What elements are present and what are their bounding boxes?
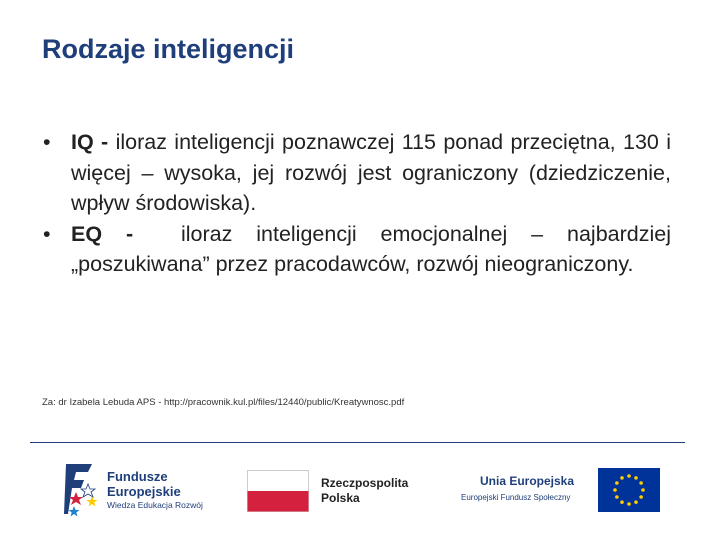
polish-flag-icon <box>247 470 309 512</box>
fe-logo-title <box>107 469 181 499</box>
eu-star <box>634 476 638 480</box>
bullet-term: EQ - <box>71 221 134 246</box>
eu-star <box>615 481 619 485</box>
bullet-list <box>43 127 677 280</box>
bullet-dot: • <box>43 221 51 246</box>
eu-star <box>634 500 638 504</box>
ue-logo-subtitle: Europejski Fundusz Społeczny <box>461 493 571 502</box>
bullet-text: iloraz inteligencji emocjonalnej – najbardziej „poszukiwana” przez pracodawców, rozwój nieograniczony. <box>71 221 677 276</box>
bullet-eq <box>43 219 677 280</box>
fe-title-line2: Europejskie <box>107 484 181 499</box>
eu-star <box>639 495 643 499</box>
bullet-dot: • <box>43 130 51 154</box>
bullet-iq <box>43 127 671 219</box>
ue-logo-title: Unia Europejska <box>480 474 575 488</box>
slide-title: Rodzaje inteligencji <box>42 34 295 64</box>
eu-star <box>627 502 631 506</box>
eu-star <box>627 474 631 478</box>
rp-line2: Polska <box>321 491 360 505</box>
eu-star <box>620 500 624 504</box>
fe-logo-subtitle: Wiedza Edukacja Rozwój <box>107 500 203 510</box>
footer-divider <box>30 442 685 443</box>
eu-star <box>639 481 643 485</box>
bullet-term: IQ - <box>71 130 109 154</box>
eu-star <box>620 476 624 480</box>
rp-line1: Rzeczpospolita <box>321 476 409 490</box>
rp-logo-text <box>321 476 408 506</box>
eu-flag-icon <box>598 468 660 512</box>
eu-star <box>641 488 645 492</box>
eu-star <box>615 495 619 499</box>
fundusze-europejskie-logo-icon <box>62 462 102 518</box>
source-citation: Za: dr Izabela Lebuda APS - http://pracownik.kul.pl/files/12440/public/Kreatywnosc.pdf <box>42 397 405 408</box>
fe-title-line1: Fundusze <box>107 469 168 484</box>
bullet-text: iloraz inteligencji poznawczej 115 ponad przeciętna, 130 i więcej – wysoka, jej rozwój jest ograniczony (dziedziczenie, wpływ środowiska). <box>71 130 671 215</box>
eu-star <box>613 488 617 492</box>
